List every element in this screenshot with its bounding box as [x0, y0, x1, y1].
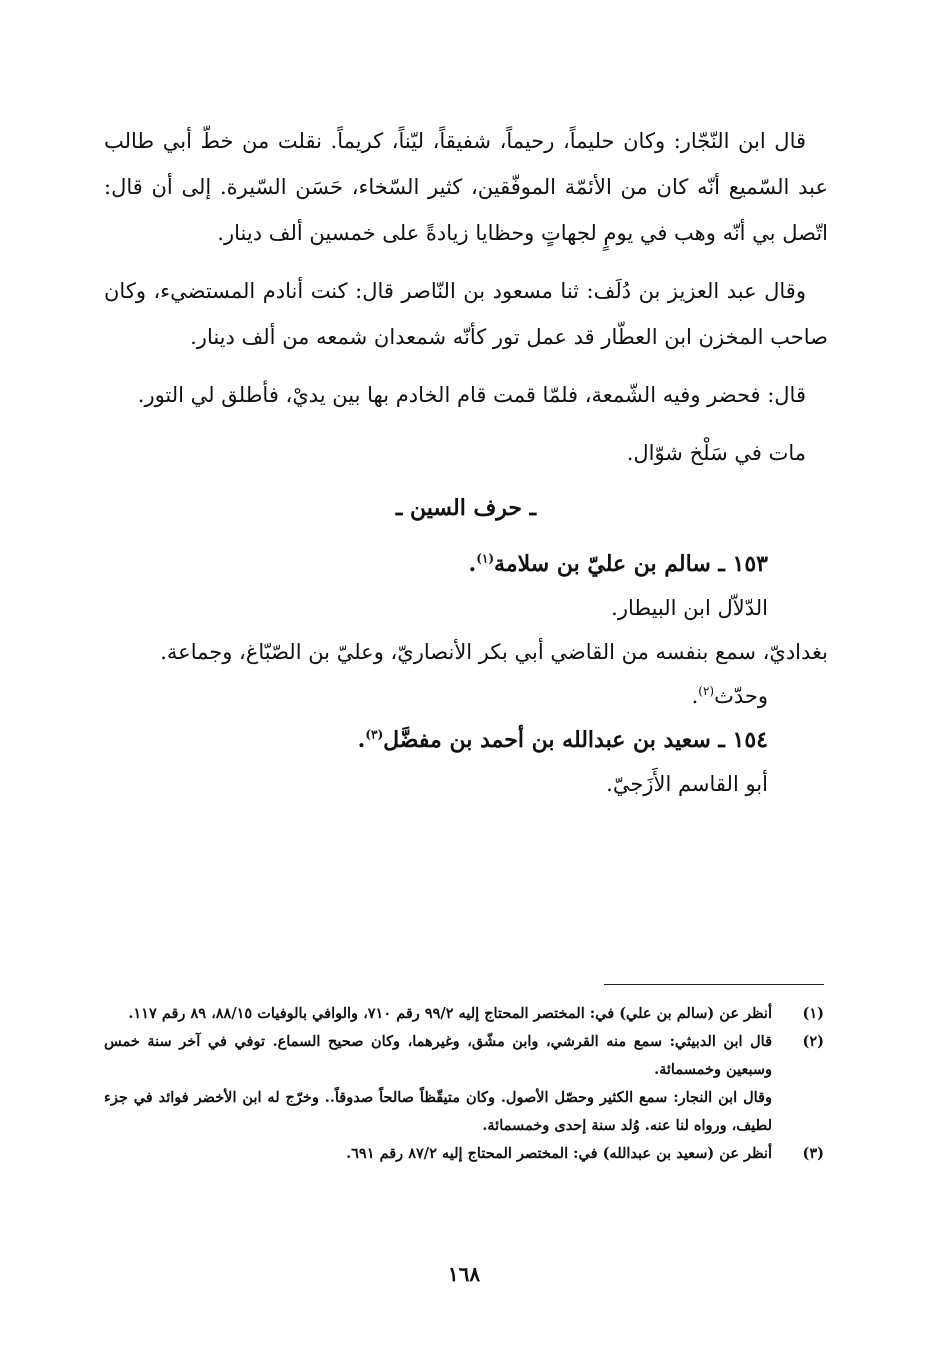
footnote-text: أنظر عن (سعيد بن عبدالله) في: المختصر المحتاج إليه ٨٧/٢ رقم ٦٩١. [346, 1145, 772, 1162]
footnotes [104, 1000, 824, 1168]
footnote-number: (٣) [802, 1145, 824, 1162]
entry-heading [104, 542, 828, 586]
entry-heading-end: . [468, 551, 477, 577]
page-number: ١٦٨ [447, 1262, 481, 1286]
footnote-1 [104, 1000, 824, 1028]
entry-body: بغداديّ، سمع بنفسه من القاضي أبي بكر الأنصاريّ، وعليّ بن الصّبّاغ، وجماعة. [160, 640, 828, 664]
entry-tail-end: . [691, 684, 699, 708]
footnote-ref: (٣) [365, 727, 384, 742]
footnote-divider [604, 984, 824, 985]
paragraph-4: مات في سَلْخ شوّال. [626, 441, 806, 465]
footnote-3 [104, 1140, 824, 1168]
paragraph-1: قال ابن النّجّار: وكان حليماً، رحيماً، شفيقاً، ليّناً، كريماً. نقلت من خطّ أبي طالب عبد السّميع أنّه كان من الأئمّة الموفّقين، كثير السّخاء، حَسَن السّيرة. إلى أن قال: اتّصل بي أنّه وهب في يومٍ لجهاتٍ وحظايا زيادةً على خمسين ألف دينار. [104, 129, 828, 245]
paragraph-2: وقال عبد العزيز بن دُلَف: ثنا مسعود بن النّاصر قال: كنت أنادم المستضيء، وكان صاحب المخزن ابن العطّار قد عمل تور كأنّه شمعدان شمعه من ألف دينار. [104, 279, 828, 349]
main-text [104, 118, 828, 806]
entry-153 [104, 542, 828, 718]
entry-subtitle: أبو القاسم الأَزَجيّ. [606, 772, 768, 796]
footnote-ref: (٢) [698, 684, 715, 698]
footnote-2-continuation: وقال ابن النجار: سمع الكثير وحصّل الأصول. وكان متيقّظاً صالحاً صدوقاً.. وخرّج له ابن الأخضر فوائد في جزء لطيف، ورواه لنا عنه. وُلد سنة إحدى وخمسمائة. [104, 1089, 772, 1134]
entry-tail [104, 674, 828, 718]
entry-subtitle: الدّلاّل ابن البيطار. [611, 596, 768, 620]
footnote-text: أنظر عن (سالم بن علي) في: المختصر المحتاج إليه ٩٩/٢ رقم ٧١٠، والوافي بالوفيات ٨٨/١٥، ٨٩ رقم ١١٧. [128, 1005, 772, 1022]
footnote-2 [104, 1028, 824, 1084]
footnote-number: (١) [802, 1005, 824, 1022]
footnote-text: قال ابن الدبيثي: سمع منه القرشي، وابن مشّق، وغيرهما، وكان صحيح السماع. توفي في آخر سنة خمس وسبعين وخمسمائة. [104, 1033, 772, 1078]
entry-heading-text: ١٥٣ ـ سالم بن عليّ بن سلامة [494, 551, 768, 577]
entry-heading-end: . [357, 727, 366, 753]
footnote-number: (٢) [802, 1033, 824, 1050]
entry-heading [104, 718, 828, 762]
section-heading: ـ حرف السين ـ [395, 495, 537, 521]
footnote-ref: (١) [476, 551, 495, 566]
paragraph-3: قال: فحضر وفيه الشّمعة، فلمّا قمت قام الخادم بها بين يديْ، فأطلق لي التور. [137, 383, 806, 407]
entry-heading-text: ١٥٤ ـ سعيد بن عبدالله بن أحمد بن مفضَّل [383, 727, 768, 753]
entry-tail-text: وحدّث [714, 684, 768, 708]
entry-154 [104, 718, 828, 806]
